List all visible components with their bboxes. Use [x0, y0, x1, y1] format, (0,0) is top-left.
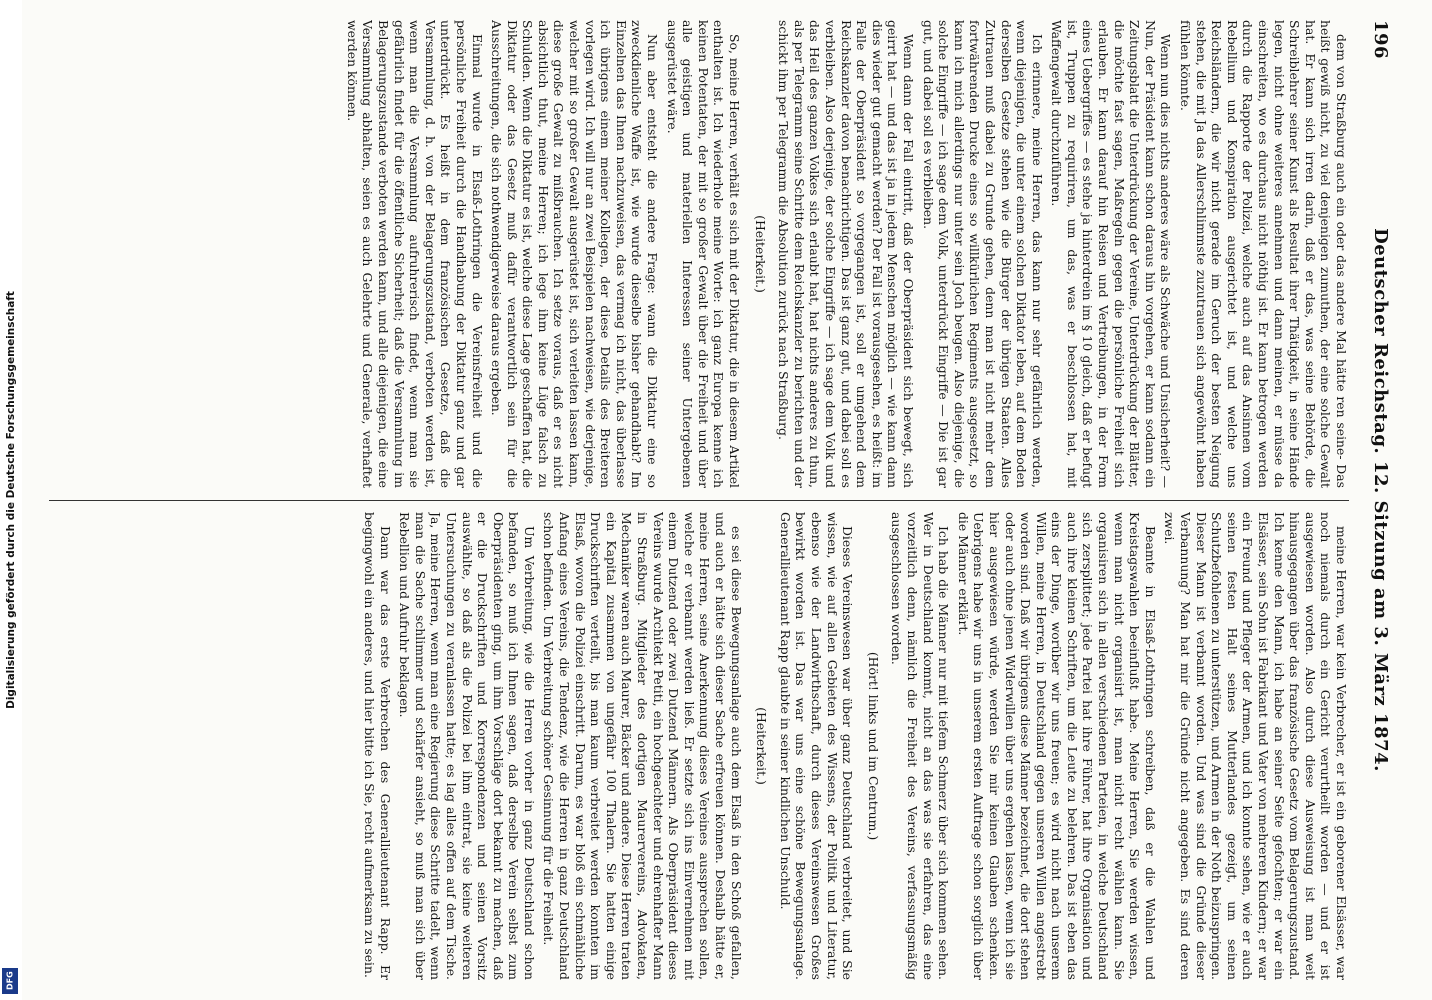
rotated-page-content: [25, 20, 1405, 980]
digitization-sidebar: [0, 0, 22, 1000]
page-title: Deutscher Reichstag. 12. Sitzung am 3. März 1874.: [1370, 228, 1392, 772]
paragraph: Ich hab die Männer nur mit tiefem Schmerz über sich kommen sehen. Wer in Deutschland kommt, nicht an das was sie erfahren, das eine vorzeitlich denn, nämlich die Freiheit des Vereins, verfassungsmäßig ausgeschlossen worden.: [889, 512, 952, 980]
paragraph: es sei diese Bewegungsanlage auch dem Elsaß in den Schoß gefallen, und auch er hätte sich dieser Sache erfreuen können. Deshalb hätte er, meine Herren, seine Anerkennung dieses Vereines aussprechen sollen, welche er verbannt werden ließ. Er setzte sich ins Einvernehmen mit einem Dutzend oder zwei Dutzend Männern. Als Oberpräsident dieses Vereins wurde Architekt Petiti, ein hochgeachteter und ehrenhafter Mann in Straßburg. Mitglieder des dortigen Maurervereins, Advokaten, Mechaniker waren auch Maurer, Bäcker und andere. Diese Herren traten ein Kapital zusammen von ungefähr 100 Thalern. Sie hatten einige Druckschriften verteilt, bis man kaum verbreitet werden konnten im Elsaß, wovon die Polizei einschritt. Darum, es war bloß ein schmähliche Anfang eines Vereins, die Tendenz, wie die Herren in ganz Deutschland schon befinden. Um Verbreitung schöner Gesinnung für die Freiheit.: [541, 512, 744, 980]
paragraph: Dann war das erste Verbrechen des Generallieutenant Rapp. Er begingwohl ein anderes, und hier bitte ich Sie, recht aufmerksam zu sein.: [361, 512, 393, 980]
paragraph: Nun aber entsteht die andere Frage: wann die Diktatur eine so zweckdienliche Waffe ist, wie wurde dieselbe bisher gehandhabt? Im Einzelnen das Ihnen nachzuweisen, das vermag ich nicht, das überlasse ich übrigens einem meiner Kollegen, der diese Details des Breiteren vorlegen wird. Ich will nur an zwei Beispielen nachweisen, wie derjenige, welcher mit so großer Gewalt ausgerüstet ist, sich verleiten lassen kann, diese große Gewalt zu mißbrauchen. Ich setze voraus, daß er es nicht absichtlich thut, meine Herren; ich lege ihm keine Lüge falsch zu Schulden. Wenn die Diktatur es ist, welche diese Lage geschaffen hat, die Diktatur oder das Gesetz muß dafür verantwortlich sein für die Ausschreitungen, die sich nothwendigerweise daraus ergeben.: [489, 20, 661, 488]
stage-direction: (Hört! links und im Centrum.): [865, 651, 881, 841]
paragraph: dem von Straßburg auch ein oder das andere Mal hätte ren seine- Das heißt gewiß nicht, zu viel denjenigen zumuthen, der eine solche Gewalt hat. Er kann sich irren darin, daß er das, was seine Behörde, die Schreiblehrer seiner Kunst als Resultat ihrer Thätigkeit, in seine Hände legen, nicht ohne weiteres annehmen und dann meinen, er müsse da einschreiten, wo es durchaus nicht nöthig ist. Er kann betrogen werden durch die Rapporte der Polizei, welche auch auf das Ansinnen vom Rebellium und Konspiration ausgerichtet ist, und welche uns Reichsländern, die wir nicht gerade im Geruch der besten Neigung stehen, die mit Ja das Allerschlimmste zuzutrauen sich angewöhnt haben fühlen könnte.: [1178, 20, 1349, 488]
column-divider: [49, 500, 1349, 501]
digitization-note: Digitalisierung gefördert durch die Deutsche Forschungsgemeinschaft: [5, 291, 17, 709]
page-header: [1357, 20, 1405, 980]
paragraph: Einmal wurde in Elsaß-Lothringen die Vereinsfreiheit und die persönliche Freiheit durch die Handhabung der Diktatur ganz und gar unterdrückt. Es heißt in dem französischen Gesetze, daß die Versammlung, d. h. von der Belagerungszustand, verboten werden ist, wenn man die Versammlung aufruhrerisch findet, wenn man sie gefährlich findet für die öffentliche Sicherheit; daß die Versammlung im Belagerungszustande verboten werden kann, und alle diejenigen, die eine Versammlung abhalten, seien es auch Gelehrte und Generale, verhaftet werden können.: [344, 20, 485, 488]
page-number: 196: [1370, 20, 1392, 60]
paragraph: Um Verbreitung, wie die Herren vorher in ganz Deutschland schon befanden, so muß ich Ihnen sagen, daß derselbe Verein selbst zum Oberpräsidenten ging, um ihm Vorschläge dort bekannt zu machen, daß er die Druckschriften und Korrespondenzen und seinen Vorsitz auswählte, so daß als die Polizei bei ihm eintrat, sie keine weiteren Untersuchungen zu veranlassen hatte; es lag alles offen auf dem Tische. Ja, meine Herren, wenn man eine Regierung diese Schritte tadelt, wenn man die Sache schlimmer und schärfer ansieht, so muß man sich über Rebellion und Aufruhr beklagen.: [397, 512, 537, 980]
paragraph: Dieses Vereinswesen war über ganz Deutschland verbreitet, und Sie wissen, wie auf allen Gebieten des Wissens, der Politik und Literatur, ebenso wie der Landwirthschaft, durch dieses Vereinswesen Großes bewirkt worden ist. Das war uns eine schöne Bewegungsanlage. Generallieutenant Rapp glaubte in seiner kindlichen Unschuld.: [777, 512, 856, 980]
paragraph: meine Herren, war kein Verbrecher, er ist ein geborener Elsässer, war noch niemals durch ein Gericht verurtheilt worden — und er ist ausgewiesen worden. Also durch diese Ausweisung ist man weit hinausgegangen über das französische Gesetz vom Belagerungszustand. Ich kenne den Mann, ich habe an seiner Seite gefochten; er war ein Elsässer, sein Sohn ist Fabrikant und Vater von mehreren Kindern; er war ein Freund und Pfleger der Armen, und ich konnte sehen, wie er auch seinen festen Halt seines Mutterlandes gezeigt, um seinen Schutzbefohlenen zu unterstützen, und Armen in der Noth beizuspringen. Dieser Mann ist verbannt worden. Und was sind die Gründe dieser Verbannung? Man hat mir die Gründe nicht angegeben. Es sind deren zwei.: [1162, 512, 1349, 980]
paragraph: Wenn nun dies nichts anderes wäre als Schwäche und Unsicherheit? — Nun, der Präsident kann schon daraus hin vorgehen, er kann sodann ein Zeitungsblatt die Unterdrückung der Vereine, Unterdrückung der Blätter, die möchte fast sagen, Maßregeln gegen die persönliche Freiheit sich erlauben. Er kann darauf hin Reisen und Vertreibungen, in der Form eines Uebergriffes — es stehe ja hinterdrein im § 10 gleich, daß er befugt ist, Truppen zu requiriren, um das, was er beschlossen hat, mit Waffengewalt durchzuführen.: [1049, 20, 1174, 488]
right-column: [49, 512, 1349, 980]
paragraph: Ich erinnere, meine Herren, das kann nur sehr gefährlich werden, wenn diejenigen, die unter einem solchen Diktator leben, auf dem Boden derselben Gesetze stehen wie die Bürger der übrigen Staaten. Alles Zutrauen muß dabei zu Grunde gehen, denn man ist nicht mehr dem fortwährenden Drucke eines so willkürlichen Regiments ausgesetzt, so kann ich mich allerdings nur unter sein Joch beugen. Also diejenige, die solche Eingriffe — ich sage dem Volk, unterdrückt Eingriffe — Die ist gar gut, und dabei soll es verbleiben.: [920, 20, 1045, 488]
stage-direction: (Heiterkeit.): [752, 215, 768, 293]
dfg-logo-icon: DFG: [2, 968, 18, 994]
stage-direction: (Heiterkeit.): [754, 707, 770, 785]
paragraph: So, meine Herren, verhält es sich mit der Diktatur, die in diesem Artikel enthalten ist. Ich wiederhole meine Worte: ich ganz Europa kenne ich keinen Potentaten, der mit so großer Gewalt über die Freiheit und über alle geistigen und materiellen Interessen seiner Untergebenen ausgerüstet wäre.: [664, 20, 743, 488]
paragraph: Wenn dann der Fall eintritt, daß der Oberpräsident sich bewegt, sich geirrt hat — und das ist ja in jedem Menschen möglich — wie kann dann dies wieder gut gemacht werden? Der Fall ist vorausgesehen, es heißt: im Falle der Oberpräsident so vorgegangen ist, soll er umgehend dem Reichskanzler davon benachrichtigen. Das ist ganz gut, und dabei soll es verbleiben. Also derjenige, der solche Eingriffe — ich sage dem Volk und das Heil des ganzen Volkes sich erlaubt hat, hat nichts anderes zu thun, als per Telegramm seine Schritte dem Reichskanzler zu berichten und der schickt ihm per Telegramm die Absolution zurück nach Straßburg.: [776, 20, 916, 488]
paragraph: Beamte in Elsaß-Lothringen schreiben, daß er die Wahlen und Kreistagswahlen beeinflußt habe. Meine Herren, Sie werden wissen, wenn man nicht organisirt ist, man nicht recht wählen kann. Sie organisiren sich in allen verschiedenen Parteien, in welche Deutschland sich zersplittert; jede Partei hat ihre Führer, hat ihre Organisation und auch ihre kleinen Schriften, um die Leute zu belehren. Das ist eben das eins der Dinge, worüber wir uns freuen; es wird nicht nach unserem Willen, meine Herren, in Deutschland gegen unseren Willen angestrebt worden sind. Daß wir übrigens diese Männer bezeichnet, die dort stehen oder auch ohne jenen Widerwillen über uns ergehen lassen, wenn ich sie hier ausgewiesen würde, werden Sie mir keinen Glauben schenken. Uebrigens habe wir uns in unserem ersten Auftrage schon sorglich über die Männer erklärt.: [955, 512, 1158, 980]
left-column: [49, 20, 1349, 488]
